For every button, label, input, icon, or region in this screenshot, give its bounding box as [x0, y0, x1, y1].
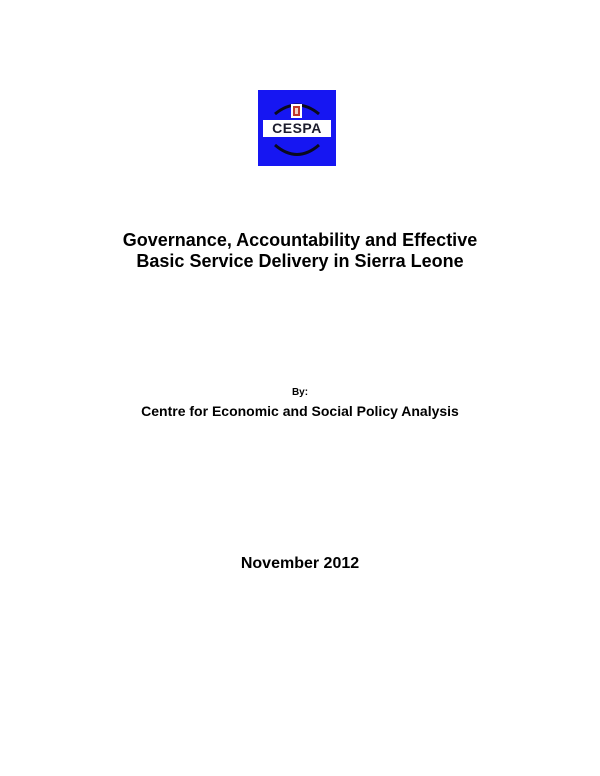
- cespa-logo: [258, 90, 336, 166]
- author-organization: Centre for Economic and Social Policy Analysis: [141, 403, 459, 419]
- publication-date: November 2012: [240, 555, 360, 572]
- document-title-line-2: Basic Service Delivery in Sierra Leone: [136, 251, 464, 271]
- byline-label: By:: [291, 387, 309, 398]
- logo-text: CESPA: [263, 120, 331, 137]
- document-title-line-1: Governance, Accountability and Effective: [122, 230, 478, 250]
